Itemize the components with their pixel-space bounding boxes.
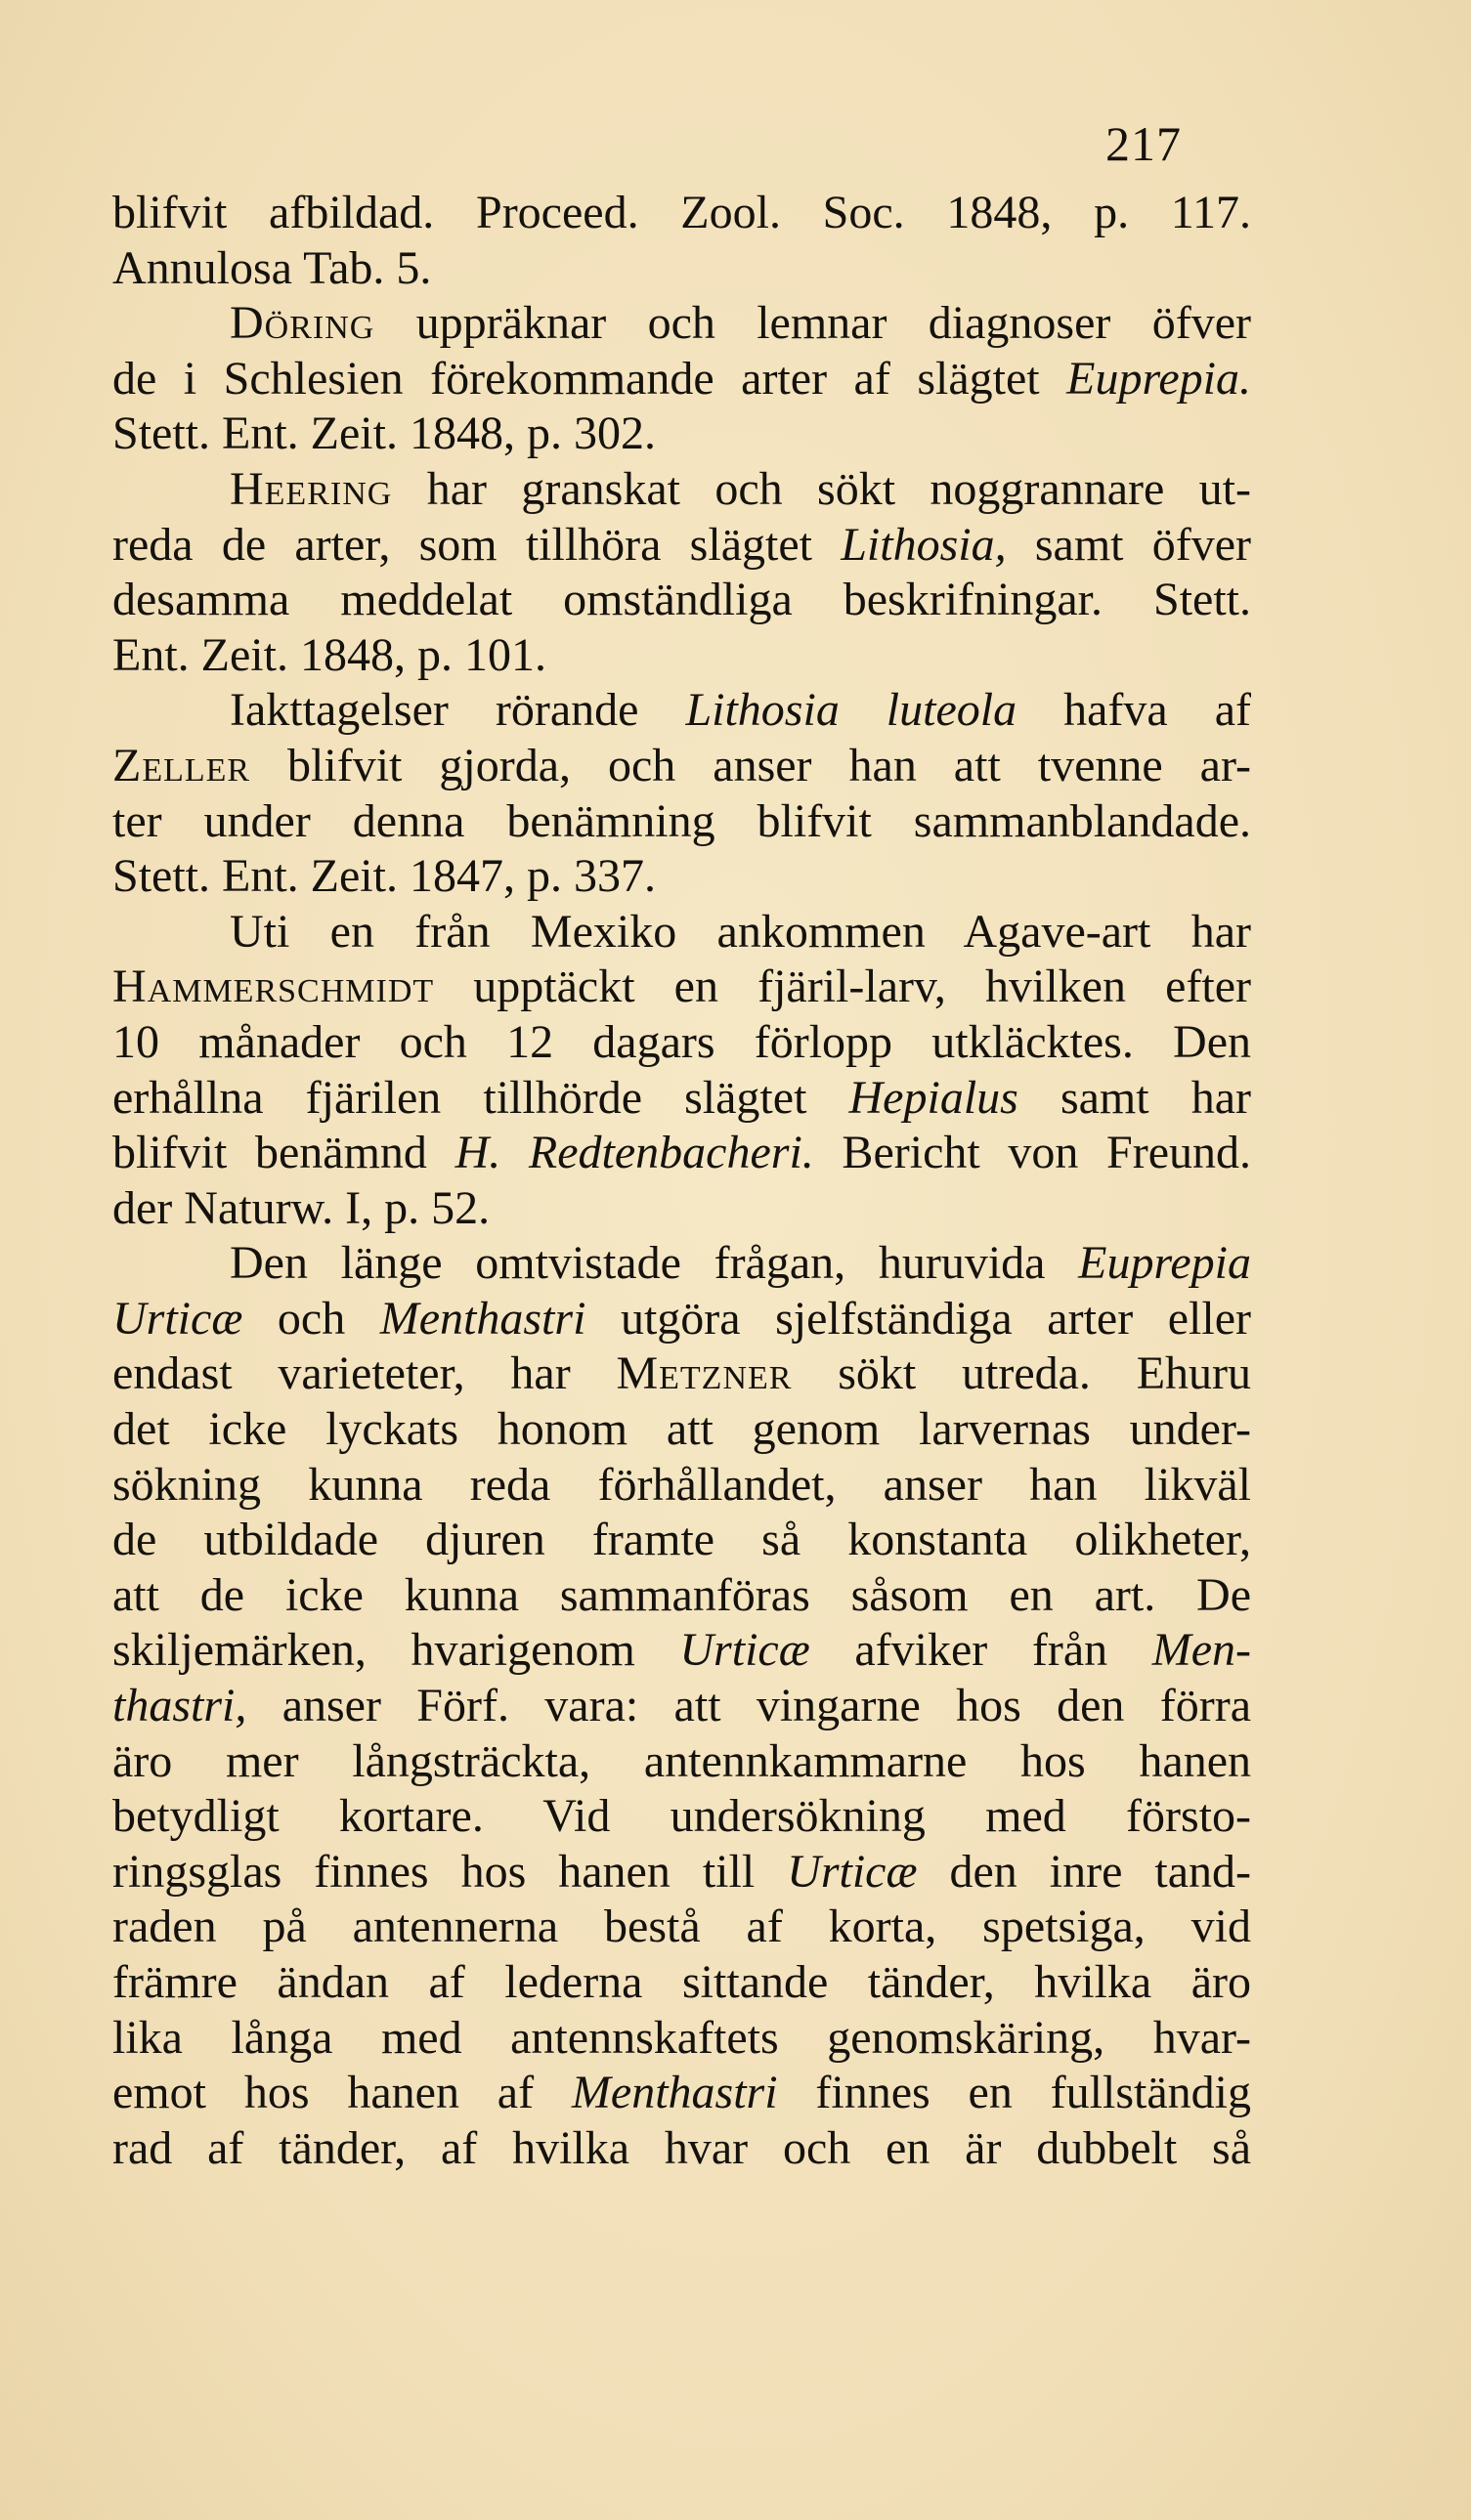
text-run: har granskat och sökt noggrannare ut- xyxy=(392,462,1251,515)
text-line xyxy=(112,905,1251,961)
italic-term: H. Redtenbacheri. xyxy=(454,1127,814,1179)
text-line xyxy=(112,1292,1251,1347)
text-run: samt öfver xyxy=(1006,518,1251,571)
text-run: der Naturw. I, p. 52. xyxy=(112,1181,491,1234)
text-run: Bericht von Freund. xyxy=(813,1127,1251,1179)
author-name: Heering xyxy=(230,462,393,515)
text-line xyxy=(112,628,1251,684)
text-run: upptäckt en fjäril-larv, hvilken efter xyxy=(434,961,1251,1013)
author-name: Hammerschmidt xyxy=(112,961,435,1013)
text-line xyxy=(112,1071,1251,1127)
text-run: afviker från xyxy=(809,1624,1152,1677)
author-name: Metzner xyxy=(616,1347,793,1400)
text-line xyxy=(112,683,1251,739)
italic-term: Hepialus xyxy=(848,1071,1018,1124)
text-run: Den länge omtvistade frågan, huruvida xyxy=(230,1237,1079,1290)
text-run: Stett. Ent. Zeit. 1848, p. 302. xyxy=(112,407,656,460)
text-run: erhållna fjärilen tillhörde slägtet xyxy=(112,1071,849,1124)
italic-term: thastri, xyxy=(112,1680,247,1732)
body-text xyxy=(112,186,1251,2176)
text-run: att de icke kunna sammanföras såsom en art. De xyxy=(112,1568,1251,1621)
text-run: endast varieteter, har xyxy=(112,1347,617,1400)
page-number: 217 xyxy=(1105,116,1182,171)
text-line xyxy=(112,1955,1251,2011)
text-line xyxy=(112,1126,1251,1181)
text-line xyxy=(112,462,1251,518)
text-run: ringsglas finnes hos hanen till xyxy=(112,1845,788,1898)
text-run: desamma meddelat omständliga beskrifningar. Stett. xyxy=(112,574,1251,626)
text-run: sökning kunna reda förhållandet, anser han likväl xyxy=(112,1458,1251,1511)
text-line xyxy=(112,406,1251,462)
text-run: hafva af xyxy=(1017,684,1251,737)
text-run: främre ändan af lederna sittande tänder, hvilka äro xyxy=(112,1956,1251,2008)
text-run: sökt utreda. Ehuru xyxy=(792,1347,1252,1400)
text-run: lika långa med antennskaftets genomskäring, hvar- xyxy=(112,2011,1251,2064)
italic-term: Menthastri xyxy=(571,2067,778,2119)
text-line xyxy=(112,960,1251,1015)
text-line xyxy=(112,1181,1251,1237)
text-run: rad af tänder, af hvilka hvar och en är dubbelt så xyxy=(112,2121,1251,2174)
text-run: uppräknar och lemnar diagnoser öfver xyxy=(374,297,1251,350)
text-run: finnes en fullständig xyxy=(777,2067,1251,2119)
text-run: samt har xyxy=(1017,1071,1251,1124)
text-run: blifvit gjorda, och anser han att tvenne ar- xyxy=(250,739,1251,791)
text-line xyxy=(112,2121,1251,2177)
text-line xyxy=(112,849,1251,905)
italic-term: Urticæ xyxy=(787,1845,918,1898)
text-line xyxy=(112,1402,1251,1458)
text-run: Ent. Zeit. 1848, p. 101. xyxy=(112,628,546,681)
text-run: de i Schlesien förekommande arter af slägtet xyxy=(112,352,1067,405)
text-run: Annulosa Tab. 5. xyxy=(112,241,432,294)
text-run: blifvit afbildad. Proceed. Zool. Soc. 1848, p. 117. xyxy=(112,187,1251,238)
italic-term: Lithosia, xyxy=(841,518,1007,571)
italic-term: Lithosia luteola xyxy=(685,684,1017,737)
text-line xyxy=(112,241,1251,297)
text-run: ter under denna benämning blifvit sammanblandade. xyxy=(112,794,1251,847)
text-line xyxy=(112,186,1251,241)
text-line xyxy=(112,1236,1251,1292)
text-run: det icke lyckats honom att genom larvernas under- xyxy=(112,1403,1251,1456)
text-run: de utbildade djuren framte så konstanta olikheter, xyxy=(112,1514,1251,1566)
text-run: den inre tand- xyxy=(917,1845,1251,1898)
italic-term: Men- xyxy=(1151,1624,1252,1677)
italic-term: Menthastri xyxy=(379,1292,586,1345)
text-line xyxy=(112,1789,1251,1845)
text-line xyxy=(112,1623,1251,1679)
text-line xyxy=(112,1900,1251,1955)
text-run: betydligt kortare. Vid undersökning med försto- xyxy=(112,1790,1251,1843)
text-line xyxy=(112,573,1251,628)
text-run: 10 månader och 12 dagars förlopp utkläcktes. Den xyxy=(112,1015,1251,1068)
text-line xyxy=(112,1513,1251,1568)
text-line xyxy=(112,1015,1251,1071)
text-line xyxy=(112,794,1251,850)
text-line xyxy=(112,352,1251,407)
text-line xyxy=(112,2011,1251,2067)
text-run: anser Förf. vara: att vingarne hos den förra xyxy=(246,1680,1251,1732)
text-run: skiljemärken, hvarigenom xyxy=(112,1624,680,1677)
text-line xyxy=(112,518,1251,574)
italic-term: Euprepia xyxy=(1078,1237,1251,1290)
text-run: emot hos hanen af xyxy=(112,2067,572,2119)
italic-term: Euprepia. xyxy=(1066,352,1251,405)
text-run: äro mer långsträckta, antennkammarne hos hanen xyxy=(112,1734,1251,1787)
text-line xyxy=(112,296,1251,352)
text-line xyxy=(112,1568,1251,1624)
author-name: Zeller xyxy=(112,739,251,791)
text-run: Stett. Ent. Zeit. 1847, p. 337. xyxy=(112,850,656,903)
text-run: raden på antennerna bestå af korta, spetsiga, vid xyxy=(112,1901,1251,1953)
text-line xyxy=(112,1458,1251,1514)
text-run: Uti en från Mexiko ankommen Agave-art har xyxy=(230,905,1251,958)
text-line xyxy=(112,1845,1251,1901)
text-line xyxy=(112,1346,1251,1402)
text-run: Iakttagelser rörande xyxy=(230,684,686,737)
text-line xyxy=(112,1679,1251,1734)
text-run: utgöra sjelfständiga arter eller xyxy=(585,1292,1251,1345)
text-line xyxy=(112,1734,1251,1790)
text-run: reda de arter, som tillhöra slägtet xyxy=(112,518,842,571)
text-run: och xyxy=(242,1292,380,1345)
text-run: blifvit benämnd xyxy=(112,1127,455,1179)
text-line xyxy=(112,2066,1251,2121)
text-line xyxy=(112,739,1251,794)
italic-term: Urticæ xyxy=(679,1624,810,1677)
author-name: Döring xyxy=(230,297,375,350)
italic-term: Urticæ xyxy=(112,1292,243,1345)
